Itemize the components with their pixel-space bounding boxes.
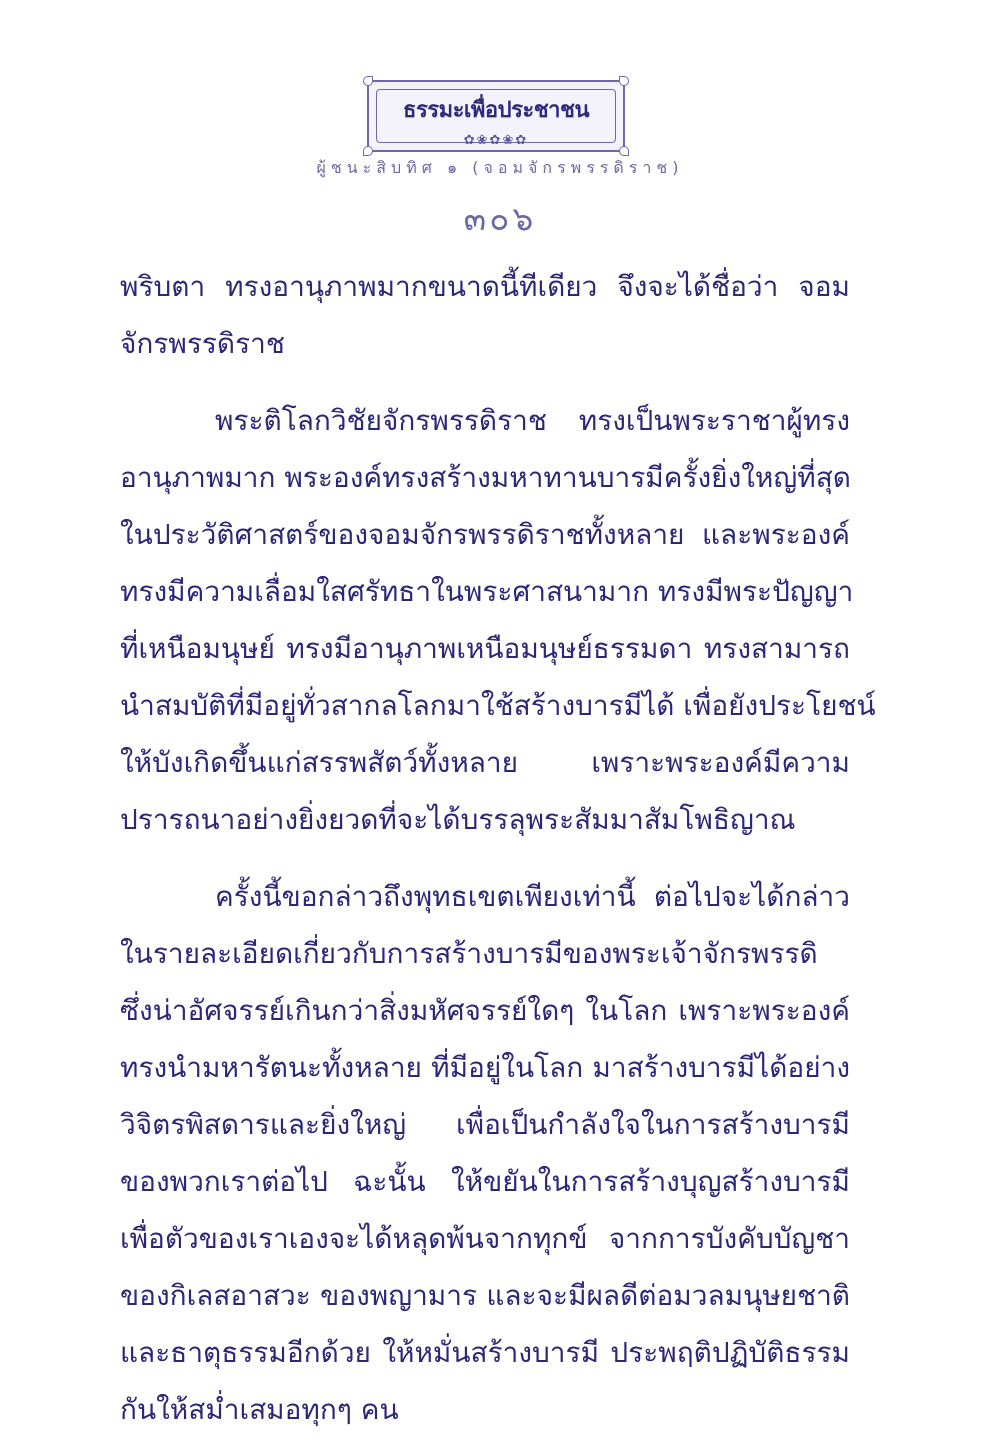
- text-line: ครั้งนี้ขอกล่าวถึงพุทธเขตเพียงเท่านี้ ต่อไปจะได้กล่าว: [215, 880, 850, 913]
- logo-flourish-icon: ✿❀✿❀✿: [463, 133, 529, 148]
- text-line: ในรายละเอียดเกี่ยวกับการสร้างบารมีของพระเจ้าจักรพรรดิ: [120, 937, 818, 970]
- text-line: พริบตา ทรงอานุภาพมากขนาดนี้ทีเดียว จึงจะได้ชื่อว่า จอม: [120, 270, 850, 303]
- page-number: ๓๐๖: [463, 199, 537, 238]
- text-line: พระติโลกวิชัยจักรพรรดิราช ทรงเป็นพระราชาผู้ทรง: [215, 404, 850, 437]
- logo-corner-ornament: [619, 76, 629, 86]
- book-title: ผู้ชนะสิบทิศ ๑ (จอมจักรพรรดิราช): [316, 158, 684, 177]
- text-line: นำสมบัติที่มีอยู่ทั่วสากลโลกมาใช้สร้างบารมีได้ เพื่อยังประโยชน์: [120, 689, 876, 722]
- text-line: ซึ่งน่าอัศจรรย์เกินกว่าสิ่งมหัศจรรย์ใดๆ ในโลก เพราะพระองค์: [120, 994, 850, 1027]
- text-line: ทรงนำมหารัตนะทั้งหลาย ที่มีอยู่ในโลก มาสร้างบารมีได้อย่าง: [120, 1051, 850, 1084]
- text-line: และธาตุธรรมอีกด้วย ให้หมั่นสร้างบารมี ประพฤติปฏิบัติธรรม: [120, 1336, 850, 1369]
- text-line: ทรงมีความเลื่อมใสศรัทธาในพระศาสนามาก ทรงมีพระปัญญา: [120, 575, 854, 608]
- body-text: [120, 258, 876, 1438]
- publisher-logo: [367, 80, 625, 152]
- text-line: จักรพรรดิราช: [120, 327, 285, 360]
- logo-corner-ornament: [363, 76, 373, 86]
- text-line: ที่เหนือมนุษย์ ทรงมีอานุภาพเหนือมนุษย์ธรรมดา ทรงสามารถ: [120, 632, 850, 665]
- text-line: ในประวัติศาสตร์ของจอมจักรพรรดิราชทั้งหลาย และพระองค์: [120, 518, 850, 551]
- text-line: ของพวกเราต่อไป ฉะนั้น ให้ขยันในการสร้างบุญสร้างบารมี: [120, 1165, 850, 1198]
- text-line: ของกิเลสอาสวะ ของพญามาร และจะมีผลดีต่อมวลมนุษยชาติ: [120, 1279, 850, 1312]
- text-line: กันให้สม่ำเสมอทุกๆ คน: [120, 1393, 399, 1426]
- text-line: เพื่อตัวของเราเองจะได้หลุดพ้นจากทุกข์ จากการบังคับบัญชา: [120, 1222, 850, 1255]
- text-line: ปรารถนาอย่างยิ่งยวดที่จะได้บรรลุพระสัมมาสัมโพธิญาณ: [120, 803, 796, 836]
- text-line: วิจิตรพิสดารและยิ่งใหญ่ เพื่อเป็นกำลังใจในการสร้างบารมี: [120, 1108, 850, 1141]
- text-line: อานุภาพมาก พระองค์ทรงสร้างมหาทานบารมีครั้งยิ่งใหญ่ที่สุด: [120, 461, 851, 494]
- logo-text: ธรรมะเพื่อประชาชน: [403, 97, 589, 123]
- text-line: ให้บังเกิดขึ้นแก่สรรพสัตว์ทั้งหลาย เพราะพระองค์มีความ: [120, 746, 850, 779]
